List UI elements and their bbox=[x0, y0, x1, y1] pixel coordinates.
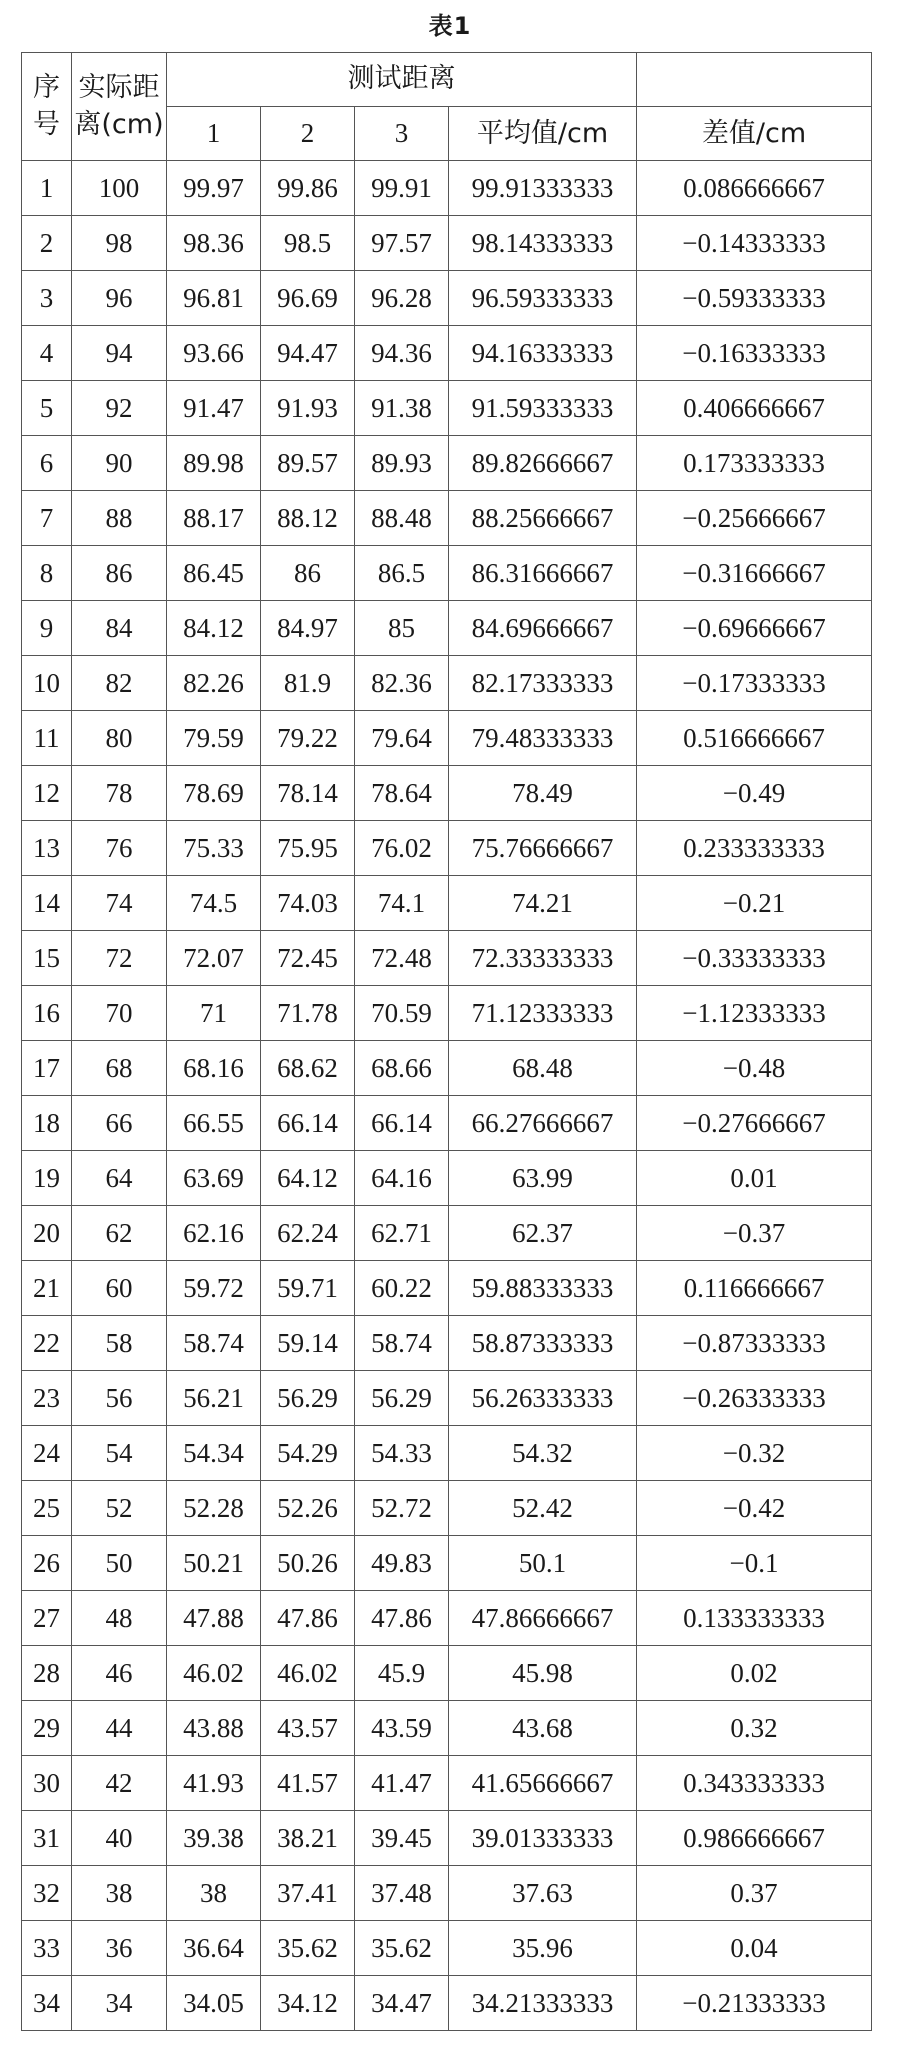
cell-average: 91.59333333 bbox=[449, 381, 637, 436]
table-row bbox=[22, 271, 872, 326]
cell-index: 31 bbox=[22, 1811, 72, 1866]
cell-trial-1: 99.97 bbox=[167, 161, 261, 216]
table-row bbox=[22, 1976, 872, 2031]
cell-average: 94.16333333 bbox=[449, 326, 637, 381]
cell-trial-3: 62.71 bbox=[355, 1206, 449, 1261]
cell-trial-3: 47.86 bbox=[355, 1591, 449, 1646]
cell-index: 22 bbox=[22, 1316, 72, 1371]
cell-trial-3: 39.45 bbox=[355, 1811, 449, 1866]
cell-difference: −0.37 bbox=[637, 1206, 872, 1261]
cell-trial-3: 54.33 bbox=[355, 1426, 449, 1481]
cell-trial-2: 59.71 bbox=[261, 1261, 355, 1316]
cell-average: 88.25666667 bbox=[449, 491, 637, 546]
cell-trial-1: 82.26 bbox=[167, 656, 261, 711]
cell-difference: 0.02 bbox=[637, 1646, 872, 1701]
cell-index: 10 bbox=[22, 656, 72, 711]
table-row bbox=[22, 1316, 872, 1371]
table-row bbox=[22, 1481, 872, 1536]
cell-average: 82.17333333 bbox=[449, 656, 637, 711]
table-row bbox=[22, 1536, 872, 1591]
cell-trial-3: 74.1 bbox=[355, 876, 449, 931]
cell-trial-2: 46.02 bbox=[261, 1646, 355, 1701]
cell-trial-2: 98.5 bbox=[261, 216, 355, 271]
cell-actual-distance: 96 bbox=[72, 271, 167, 326]
cell-average: 66.27666667 bbox=[449, 1096, 637, 1151]
cell-actual-distance: 100 bbox=[72, 161, 167, 216]
cell-index: 7 bbox=[22, 491, 72, 546]
table-row bbox=[22, 436, 872, 491]
cell-difference: 0.01 bbox=[637, 1151, 872, 1206]
cell-trial-1: 62.16 bbox=[167, 1206, 261, 1261]
cell-actual-distance: 98 bbox=[72, 216, 167, 271]
cell-index: 27 bbox=[22, 1591, 72, 1646]
cell-index: 20 bbox=[22, 1206, 72, 1261]
table-row bbox=[22, 766, 872, 821]
cell-average: 45.98 bbox=[449, 1646, 637, 1701]
table-row bbox=[22, 326, 872, 381]
table-row bbox=[22, 876, 872, 931]
cell-average: 79.48333333 bbox=[449, 711, 637, 766]
cell-trial-3: 85 bbox=[355, 601, 449, 656]
cell-trial-2: 34.12 bbox=[261, 1976, 355, 2031]
cell-index: 30 bbox=[22, 1756, 72, 1811]
cell-index: 3 bbox=[22, 271, 72, 326]
cell-trial-1: 58.74 bbox=[167, 1316, 261, 1371]
cell-index: 29 bbox=[22, 1701, 72, 1756]
cell-trial-3: 68.66 bbox=[355, 1041, 449, 1096]
table-row bbox=[22, 1701, 872, 1756]
cell-trial-2: 41.57 bbox=[261, 1756, 355, 1811]
cell-actual-distance: 56 bbox=[72, 1371, 167, 1426]
cell-actual-distance: 90 bbox=[72, 436, 167, 491]
cell-actual-distance: 58 bbox=[72, 1316, 167, 1371]
cell-index: 14 bbox=[22, 876, 72, 931]
cell-trial-3: 34.47 bbox=[355, 1976, 449, 2031]
cell-average: 68.48 bbox=[449, 1041, 637, 1096]
cell-trial-2: 54.29 bbox=[261, 1426, 355, 1481]
cell-trial-3: 37.48 bbox=[355, 1866, 449, 1921]
cell-actual-distance: 82 bbox=[72, 656, 167, 711]
cell-difference: 0.233333333 bbox=[637, 821, 872, 876]
cell-trial-1: 74.5 bbox=[167, 876, 261, 931]
cell-difference: 0.406666667 bbox=[637, 381, 872, 436]
cell-trial-1: 93.66 bbox=[167, 326, 261, 381]
cell-trial-3: 56.29 bbox=[355, 1371, 449, 1426]
cell-trial-2: 74.03 bbox=[261, 876, 355, 931]
table-row bbox=[22, 1811, 872, 1866]
cell-actual-distance: 84 bbox=[72, 601, 167, 656]
table-row bbox=[22, 1426, 872, 1481]
cell-average: 96.59333333 bbox=[449, 271, 637, 326]
cell-trial-3: 94.36 bbox=[355, 326, 449, 381]
header-measured-distance: 测试距离 bbox=[167, 53, 637, 107]
cell-trial-2: 72.45 bbox=[261, 931, 355, 986]
cell-average: 63.99 bbox=[449, 1151, 637, 1206]
cell-trial-2: 50.26 bbox=[261, 1536, 355, 1591]
cell-difference: −0.17333333 bbox=[637, 656, 872, 711]
cell-difference: −0.42 bbox=[637, 1481, 872, 1536]
cell-trial-1: 52.28 bbox=[167, 1481, 261, 1536]
cell-trial-3: 60.22 bbox=[355, 1261, 449, 1316]
cell-trial-2: 94.47 bbox=[261, 326, 355, 381]
cell-trial-2: 59.14 bbox=[261, 1316, 355, 1371]
cell-difference: 0.116666667 bbox=[637, 1261, 872, 1316]
table-row bbox=[22, 1921, 872, 1976]
cell-trial-1: 96.81 bbox=[167, 271, 261, 326]
cell-trial-3: 52.72 bbox=[355, 1481, 449, 1536]
cell-trial-2: 79.22 bbox=[261, 711, 355, 766]
cell-trial-1: 56.21 bbox=[167, 1371, 261, 1426]
cell-trial-1: 41.93 bbox=[167, 1756, 261, 1811]
cell-average: 89.82666667 bbox=[449, 436, 637, 491]
cell-difference: −1.12333333 bbox=[637, 986, 872, 1041]
cell-actual-distance: 74 bbox=[72, 876, 167, 931]
table-row bbox=[22, 1646, 872, 1701]
cell-average: 62.37 bbox=[449, 1206, 637, 1261]
header-actual-distance: 实际距离(cm) bbox=[72, 53, 167, 161]
cell-index: 1 bbox=[22, 161, 72, 216]
cell-actual-distance: 38 bbox=[72, 1866, 167, 1921]
cell-trial-3: 58.74 bbox=[355, 1316, 449, 1371]
cell-trial-1: 88.17 bbox=[167, 491, 261, 546]
cell-index: 8 bbox=[22, 546, 72, 601]
cell-trial-1: 47.88 bbox=[167, 1591, 261, 1646]
cell-index: 26 bbox=[22, 1536, 72, 1591]
cell-difference: 0.173333333 bbox=[637, 436, 872, 491]
table-row bbox=[22, 546, 872, 601]
cell-average: 50.1 bbox=[449, 1536, 637, 1591]
cell-trial-1: 75.33 bbox=[167, 821, 261, 876]
cell-trial-2: 75.95 bbox=[261, 821, 355, 876]
cell-actual-distance: 66 bbox=[72, 1096, 167, 1151]
cell-trial-2: 91.93 bbox=[261, 381, 355, 436]
cell-average: 47.86666667 bbox=[449, 1591, 637, 1646]
cell-trial-3: 86.5 bbox=[355, 546, 449, 601]
cell-difference: −0.16333333 bbox=[637, 326, 872, 381]
cell-average: 78.49 bbox=[449, 766, 637, 821]
cell-trial-3: 78.64 bbox=[355, 766, 449, 821]
cell-trial-2: 84.97 bbox=[261, 601, 355, 656]
cell-trial-3: 97.57 bbox=[355, 216, 449, 271]
cell-actual-distance: 60 bbox=[72, 1261, 167, 1316]
cell-trial-3: 91.38 bbox=[355, 381, 449, 436]
cell-difference: 0.37 bbox=[637, 1866, 872, 1921]
cell-average: 43.68 bbox=[449, 1701, 637, 1756]
cell-average: 58.87333333 bbox=[449, 1316, 637, 1371]
cell-average: 41.65666667 bbox=[449, 1756, 637, 1811]
cell-trial-3: 64.16 bbox=[355, 1151, 449, 1206]
cell-actual-distance: 44 bbox=[72, 1701, 167, 1756]
cell-trial-3: 88.48 bbox=[355, 491, 449, 546]
cell-actual-distance: 72 bbox=[72, 931, 167, 986]
cell-trial-2: 96.69 bbox=[261, 271, 355, 326]
cell-trial-3: 76.02 bbox=[355, 821, 449, 876]
cell-actual-distance: 94 bbox=[72, 326, 167, 381]
cell-actual-distance: 86 bbox=[72, 546, 167, 601]
cell-index: 24 bbox=[22, 1426, 72, 1481]
cell-actual-distance: 36 bbox=[72, 1921, 167, 1976]
cell-average: 39.01333333 bbox=[449, 1811, 637, 1866]
table-row bbox=[22, 1151, 872, 1206]
cell-index: 18 bbox=[22, 1096, 72, 1151]
cell-index: 4 bbox=[22, 326, 72, 381]
cell-actual-distance: 70 bbox=[72, 986, 167, 1041]
cell-trial-2: 52.26 bbox=[261, 1481, 355, 1536]
table-row bbox=[22, 821, 872, 876]
cell-trial-1: 71 bbox=[167, 986, 261, 1041]
header-index: 序号 bbox=[22, 53, 72, 161]
table-row bbox=[22, 1371, 872, 1426]
cell-average: 71.12333333 bbox=[449, 986, 637, 1041]
cell-difference: −0.32 bbox=[637, 1426, 872, 1481]
cell-actual-distance: 40 bbox=[72, 1811, 167, 1866]
cell-index: 9 bbox=[22, 601, 72, 656]
table-row bbox=[22, 1096, 872, 1151]
cell-trial-2: 35.62 bbox=[261, 1921, 355, 1976]
cell-trial-1: 98.36 bbox=[167, 216, 261, 271]
table-row bbox=[22, 931, 872, 986]
cell-difference: −0.87333333 bbox=[637, 1316, 872, 1371]
cell-difference: −0.26333333 bbox=[637, 1371, 872, 1426]
cell-trial-2: 99.86 bbox=[261, 161, 355, 216]
cell-difference: 0.04 bbox=[637, 1921, 872, 1976]
cell-trial-1: 50.21 bbox=[167, 1536, 261, 1591]
cell-difference: 0.086666667 bbox=[637, 161, 872, 216]
cell-difference: −0.14333333 bbox=[637, 216, 872, 271]
table-row bbox=[22, 161, 872, 216]
cell-actual-distance: 62 bbox=[72, 1206, 167, 1261]
cell-average: 84.69666667 bbox=[449, 601, 637, 656]
cell-actual-distance: 64 bbox=[72, 1151, 167, 1206]
cell-difference: 0.343333333 bbox=[637, 1756, 872, 1811]
cell-trial-1: 84.12 bbox=[167, 601, 261, 656]
cell-difference: −0.59333333 bbox=[637, 271, 872, 326]
table-row bbox=[22, 1591, 872, 1646]
cell-difference: −0.27666667 bbox=[637, 1096, 872, 1151]
cell-trial-1: 66.55 bbox=[167, 1096, 261, 1151]
cell-index: 34 bbox=[22, 1976, 72, 2031]
cell-actual-distance: 78 bbox=[72, 766, 167, 821]
cell-trial-2: 62.24 bbox=[261, 1206, 355, 1261]
cell-trial-2: 68.62 bbox=[261, 1041, 355, 1096]
cell-difference: −0.21333333 bbox=[637, 1976, 872, 2031]
cell-average: 37.63 bbox=[449, 1866, 637, 1921]
cell-trial-3: 79.64 bbox=[355, 711, 449, 766]
header-row-1 bbox=[22, 53, 872, 107]
cell-trial-2: 66.14 bbox=[261, 1096, 355, 1151]
cell-actual-distance: 80 bbox=[72, 711, 167, 766]
cell-average: 98.14333333 bbox=[449, 216, 637, 271]
table-row bbox=[22, 1756, 872, 1811]
cell-average: 35.96 bbox=[449, 1921, 637, 1976]
cell-trial-1: 43.88 bbox=[167, 1701, 261, 1756]
cell-trial-2: 56.29 bbox=[261, 1371, 355, 1426]
cell-index: 12 bbox=[22, 766, 72, 821]
cell-actual-distance: 42 bbox=[72, 1756, 167, 1811]
cell-average: 56.26333333 bbox=[449, 1371, 637, 1426]
cell-trial-3: 70.59 bbox=[355, 986, 449, 1041]
cell-average: 86.31666667 bbox=[449, 546, 637, 601]
cell-average: 52.42 bbox=[449, 1481, 637, 1536]
table-title: 表1 bbox=[428, 12, 472, 40]
cell-index: 23 bbox=[22, 1371, 72, 1426]
cell-trial-1: 91.47 bbox=[167, 381, 261, 436]
cell-trial-3: 43.59 bbox=[355, 1701, 449, 1756]
cell-average: 59.88333333 bbox=[449, 1261, 637, 1316]
cell-trial-1: 72.07 bbox=[167, 931, 261, 986]
cell-trial-3: 72.48 bbox=[355, 931, 449, 986]
cell-difference: −0.21 bbox=[637, 876, 872, 931]
cell-index: 25 bbox=[22, 1481, 72, 1536]
cell-actual-distance: 50 bbox=[72, 1536, 167, 1591]
cell-index: 21 bbox=[22, 1261, 72, 1316]
cell-trial-3: 82.36 bbox=[355, 656, 449, 711]
cell-index: 13 bbox=[22, 821, 72, 876]
cell-actual-distance: 76 bbox=[72, 821, 167, 876]
cell-trial-1: 54.34 bbox=[167, 1426, 261, 1481]
cell-difference: −0.25666667 bbox=[637, 491, 872, 546]
cell-index: 11 bbox=[22, 711, 72, 766]
cell-actual-distance: 52 bbox=[72, 1481, 167, 1536]
cell-difference: 0.986666667 bbox=[637, 1811, 872, 1866]
cell-difference: −0.33333333 bbox=[637, 931, 872, 986]
cell-index: 2 bbox=[22, 216, 72, 271]
cell-difference: −0.1 bbox=[637, 1536, 872, 1591]
cell-actual-distance: 34 bbox=[72, 1976, 167, 2031]
cell-difference: 0.516666667 bbox=[637, 711, 872, 766]
table-row bbox=[22, 711, 872, 766]
header-trial-2: 2 bbox=[261, 107, 355, 161]
cell-trial-2: 81.9 bbox=[261, 656, 355, 711]
cell-difference: −0.69666667 bbox=[637, 601, 872, 656]
cell-average: 72.33333333 bbox=[449, 931, 637, 986]
cell-difference: −0.48 bbox=[637, 1041, 872, 1096]
measurement-table bbox=[21, 52, 872, 2031]
cell-index: 28 bbox=[22, 1646, 72, 1701]
cell-trial-3: 45.9 bbox=[355, 1646, 449, 1701]
cell-difference: −0.31666667 bbox=[637, 546, 872, 601]
cell-trial-1: 39.38 bbox=[167, 1811, 261, 1866]
cell-average: 54.32 bbox=[449, 1426, 637, 1481]
table-row bbox=[22, 381, 872, 436]
cell-trial-3: 41.47 bbox=[355, 1756, 449, 1811]
table-row bbox=[22, 656, 872, 711]
cell-index: 32 bbox=[22, 1866, 72, 1921]
cell-index: 6 bbox=[22, 436, 72, 491]
cell-actual-distance: 54 bbox=[72, 1426, 167, 1481]
table-row bbox=[22, 1041, 872, 1096]
header-blank bbox=[637, 53, 872, 107]
header-trial-3: 3 bbox=[355, 107, 449, 161]
cell-index: 17 bbox=[22, 1041, 72, 1096]
cell-difference: 0.32 bbox=[637, 1701, 872, 1756]
cell-actual-distance: 48 bbox=[72, 1591, 167, 1646]
header-average: 平均值/cm bbox=[449, 107, 637, 161]
cell-trial-2: 64.12 bbox=[261, 1151, 355, 1206]
cell-trial-1: 38 bbox=[167, 1866, 261, 1921]
cell-trial-1: 46.02 bbox=[167, 1646, 261, 1701]
cell-trial-2: 89.57 bbox=[261, 436, 355, 491]
cell-trial-2: 78.14 bbox=[261, 766, 355, 821]
cell-index: 15 bbox=[22, 931, 72, 986]
cell-average: 75.76666667 bbox=[449, 821, 637, 876]
cell-trial-1: 86.45 bbox=[167, 546, 261, 601]
cell-average: 99.91333333 bbox=[449, 161, 637, 216]
cell-trial-1: 89.98 bbox=[167, 436, 261, 491]
cell-actual-distance: 46 bbox=[72, 1646, 167, 1701]
cell-trial-1: 34.05 bbox=[167, 1976, 261, 2031]
cell-trial-2: 71.78 bbox=[261, 986, 355, 1041]
cell-index: 16 bbox=[22, 986, 72, 1041]
cell-trial-2: 38.21 bbox=[261, 1811, 355, 1866]
cell-index: 33 bbox=[22, 1921, 72, 1976]
cell-trial-3: 99.91 bbox=[355, 161, 449, 216]
header-trial-1: 1 bbox=[167, 107, 261, 161]
cell-index: 19 bbox=[22, 1151, 72, 1206]
cell-difference: 0.133333333 bbox=[637, 1591, 872, 1646]
cell-trial-1: 78.69 bbox=[167, 766, 261, 821]
cell-average: 74.21 bbox=[449, 876, 637, 931]
table-row bbox=[22, 601, 872, 656]
cell-actual-distance: 88 bbox=[72, 491, 167, 546]
cell-difference: −0.49 bbox=[637, 766, 872, 821]
cell-actual-distance: 92 bbox=[72, 381, 167, 436]
cell-trial-2: 37.41 bbox=[261, 1866, 355, 1921]
table-row bbox=[22, 986, 872, 1041]
cell-trial-2: 47.86 bbox=[261, 1591, 355, 1646]
cell-trial-2: 88.12 bbox=[261, 491, 355, 546]
cell-index: 5 bbox=[22, 381, 72, 436]
cell-actual-distance: 68 bbox=[72, 1041, 167, 1096]
table-row bbox=[22, 491, 872, 546]
table-row bbox=[22, 1866, 872, 1921]
cell-trial-1: 36.64 bbox=[167, 1921, 261, 1976]
cell-average: 34.21333333 bbox=[449, 1976, 637, 2031]
cell-trial-3: 66.14 bbox=[355, 1096, 449, 1151]
cell-trial-1: 68.16 bbox=[167, 1041, 261, 1096]
cell-trial-1: 63.69 bbox=[167, 1151, 261, 1206]
cell-trial-3: 89.93 bbox=[355, 436, 449, 491]
cell-trial-3: 49.83 bbox=[355, 1536, 449, 1591]
cell-trial-2: 43.57 bbox=[261, 1701, 355, 1756]
cell-trial-1: 59.72 bbox=[167, 1261, 261, 1316]
cell-trial-3: 35.62 bbox=[355, 1921, 449, 1976]
cell-trial-1: 79.59 bbox=[167, 711, 261, 766]
header-difference: 差值/cm bbox=[637, 107, 872, 161]
table-row bbox=[22, 216, 872, 271]
cell-trial-3: 96.28 bbox=[355, 271, 449, 326]
table-row bbox=[22, 1261, 872, 1316]
cell-trial-2: 86 bbox=[261, 546, 355, 601]
table-row bbox=[22, 1206, 872, 1261]
